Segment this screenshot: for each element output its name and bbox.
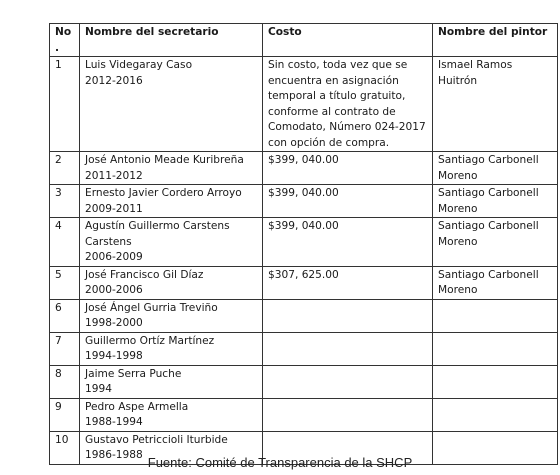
secretary-cell [80,152,263,185]
table-row [50,398,558,431]
row-number: 6 [50,299,80,332]
header-cost: Costo [263,24,433,57]
painter-cell [433,398,558,431]
cost-cell [263,266,433,299]
row-number: 10 [50,431,80,464]
cost-cell [263,299,433,332]
secretary-years: 2009-2011 [85,202,143,215]
painter-name: Santiago Carbonell Moreno [438,187,539,215]
painter-cell [433,299,558,332]
secretary-cell [80,218,263,267]
cost-cell [263,57,433,152]
secretary-years: 2012-2016 [85,74,143,87]
painter-cell [433,266,558,299]
painter-name: Santiago Carbonell Moreno [438,154,539,182]
table-row [50,218,558,267]
row-number: 7 [50,332,80,365]
row-number: 9 [50,398,80,431]
cost-cell [263,398,433,431]
cost-value: $399, 040.00 [268,220,339,232]
secretary-cell [80,185,263,218]
secretary-name: Agustín Guillermo Carstens Carstens [85,220,230,248]
painter-cell [433,218,558,267]
table-header-row [50,24,558,57]
painter-cell [433,152,558,185]
secretary-cell [80,398,263,431]
painter-cell [433,57,558,152]
cost-cell [263,152,433,185]
secretary-years: 1986-1988 [85,449,143,461]
secretary-years: 2000-2006 [85,284,143,296]
table-row [50,185,558,218]
secretary-years: 1994-1998 [85,350,143,362]
secretary-cell [80,365,263,398]
secretary-years: 1994 [85,383,112,395]
row-number: 8 [50,365,80,398]
row-number: 1 [50,57,80,152]
secretary-name: José Francisco Gil Díaz [85,268,204,281]
painter-name: Santiago Carbonell Moreno [438,220,539,248]
table-row [50,152,558,185]
table-row [50,299,558,332]
secretary-name: Jaime Serra Puche [85,367,182,380]
secretary-years: 1988-1994 [85,416,143,428]
secretary-cell [80,332,263,365]
secretary-cell [80,57,263,152]
painter-name: Ismael Ramos Huitrón [438,59,513,87]
secretary-cell [80,266,263,299]
painter-cell [433,185,558,218]
table-row [50,332,558,365]
secretary-years: 2006-2009 [85,251,143,263]
header-painter: Nombre del pintor [433,24,558,57]
table-row [50,365,558,398]
secretary-years: 1998-2000 [85,317,143,329]
table-row [50,57,558,152]
row-number: 2 [50,152,80,185]
secretary-years: 2011-2012 [85,169,143,182]
cost-cell [263,332,433,365]
painter-cell [433,365,558,398]
cost-value: $399, 040.00 [268,154,339,166]
source-caption: Fuente: Comité de Transparencia de la SHCP [147,455,413,470]
cost-cell [263,218,433,267]
row-number: 3 [50,185,80,218]
secretary-name: Pedro Aspe Armella [85,400,189,413]
secretary-name: Luis Videgaray Caso [85,59,193,71]
table-row [50,266,558,299]
secretary-name: Gustavo Petriccioli Iturbide [85,433,228,446]
secretary-name: José Ángel Gurria Treviño [85,301,218,314]
secretary-name: José Antonio Meade Kuribreña [85,154,244,166]
row-number: 5 [50,266,80,299]
secretary-name: Guillermo Ortíz Martínez [85,334,215,347]
cost-cell [263,365,433,398]
secretaries-portraits-table [49,23,558,465]
row-number: 4 [50,218,80,267]
painter-name: Santiago Carbonell Moreno [438,268,539,296]
secretary-name: Ernesto Javier Cordero Arroyo [85,187,242,199]
cost-value: $307, 625.00 [268,268,339,281]
cost-value: Sin costo, toda vez que se encuentra en asignación temporal a título gratuito, conforme al contrato de Comodato, Número 024-2017 con opción de compra. [268,59,426,149]
header-secretary: Nombre del secretario [80,24,263,57]
cost-cell [263,185,433,218]
secretary-cell [80,299,263,332]
painter-cell [433,332,558,365]
header-no: No. [50,24,80,57]
cost-value: $399, 040.00 [268,187,339,199]
